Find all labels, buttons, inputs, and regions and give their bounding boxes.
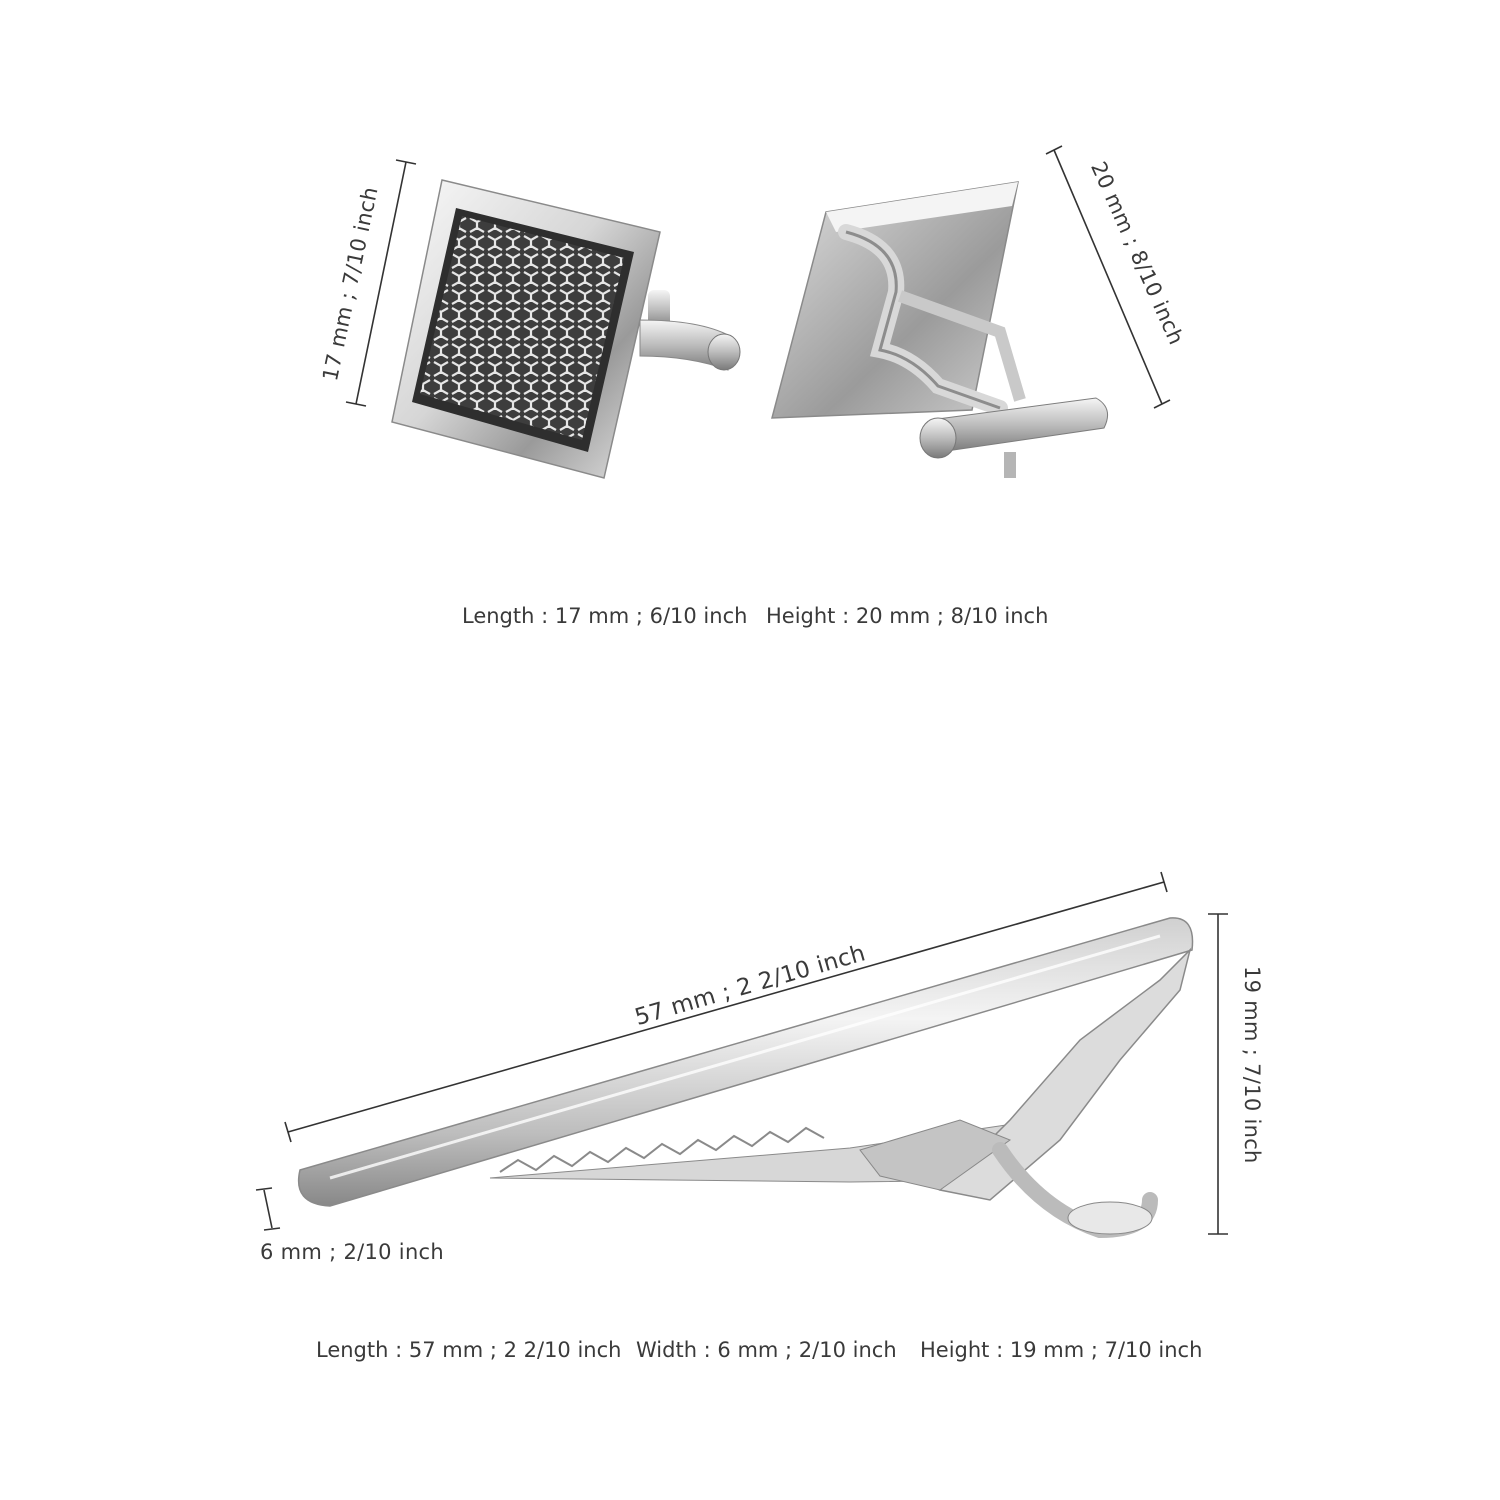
cufflink-back xyxy=(772,182,1108,478)
tie-clip xyxy=(299,918,1193,1234)
tie-clip-height-caption: Height : 19 mm ; 7/10 inch xyxy=(920,1338,1203,1362)
cufflink-front xyxy=(392,180,740,478)
cufflink-side-label: 20 mm ; 8/10 inch xyxy=(1086,158,1189,349)
cufflink-length-caption: Length : 17 mm ; 6/10 inch xyxy=(462,604,748,628)
cufflink-height-label: 17 mm ; 7/10 inch xyxy=(318,184,383,383)
tie-clip-length-label: 57 mm ; 2 2/10 inch xyxy=(632,940,869,1031)
tie-clip-width-caption: Width : 6 mm ; 2/10 inch xyxy=(636,1338,897,1362)
cufflink-height-caption: Height : 20 mm ; 8/10 inch xyxy=(766,604,1049,628)
tie-clip-length-caption: Length : 57 mm ; 2 2/10 inch xyxy=(316,1338,622,1362)
tie-clip-height-label: 19 mm ; 7/10 inch xyxy=(1240,966,1264,1164)
tie-clip-width-label: 6 mm ; 2/10 inch xyxy=(260,1240,445,1264)
